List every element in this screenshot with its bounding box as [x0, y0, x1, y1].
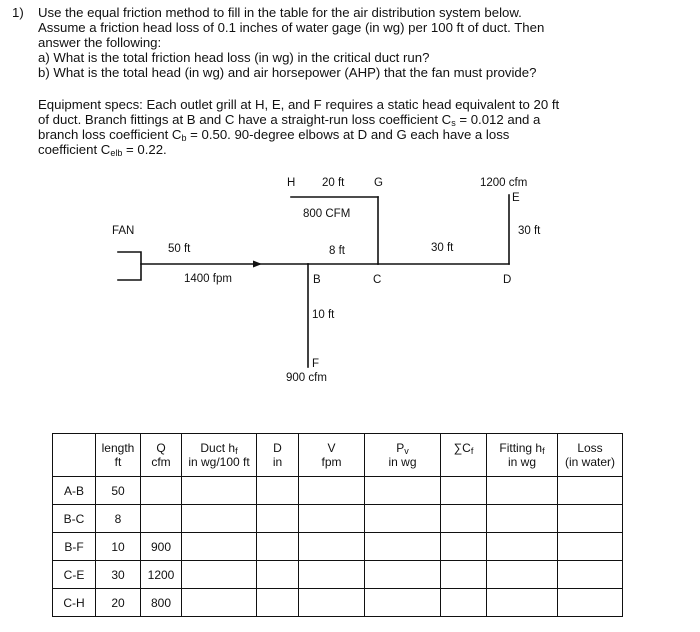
cell-length: 10: [96, 533, 141, 561]
header-fitting-hf: Fitting $h_f$ in wg: [487, 434, 558, 477]
cell-section: B-C: [53, 505, 96, 533]
cell-duct-hf: [182, 561, 257, 589]
header-d: D in: [257, 434, 299, 477]
node-c: C: [373, 274, 382, 286]
h-flow: 800 CFM: [303, 208, 351, 220]
table-row: [53, 533, 623, 561]
cell-pv: [365, 477, 441, 505]
cell-d: [257, 533, 299, 561]
fan-symbol: [118, 252, 141, 280]
cell-sum-c: [441, 533, 487, 561]
cell-length: 20: [96, 589, 141, 617]
question-a: a) What is the total friction head loss (in wg) in the critical duct run?: [38, 50, 430, 65]
cell-fitting-hf: [487, 589, 558, 617]
problem-statement: [12, 5, 688, 158]
cell-d: [257, 589, 299, 617]
fan-to-b-length: 50 ft: [168, 243, 191, 255]
cell-v: [299, 533, 365, 561]
cell-loss: [558, 533, 623, 561]
specs-line-4: coefficient $C_{elb} = 0.22$.: [38, 142, 167, 158]
h-to-g-length: 20 ft: [322, 177, 345, 189]
question-b: b) What is the total head (in wg) and air horsepower (AHP) that the fan must provide?: [38, 65, 537, 80]
table-row: [53, 589, 623, 617]
header-q: Q cfm: [141, 434, 182, 477]
cell-d: [257, 477, 299, 505]
cell-q: 1200: [141, 561, 182, 589]
cell-fitting-hf: [487, 533, 558, 561]
cell-length: 8: [96, 505, 141, 533]
cell-q: 900: [141, 533, 182, 561]
cell-v: [299, 561, 365, 589]
header-sum-c: $\sum C_f$: [441, 434, 487, 477]
f-flow: 900 cfm: [286, 372, 327, 384]
d-to-e-length: 30 ft: [518, 225, 541, 237]
node-b: B: [313, 274, 321, 286]
node-d: D: [503, 274, 512, 286]
specs-line-1: Equipment specs: Each outlet grill at H, E, and F requires a static head equivalent to 20 ft: [38, 97, 560, 112]
cell-v: [299, 589, 365, 617]
header-section: [53, 434, 96, 477]
intro-line-3: answer the following:: [38, 35, 162, 50]
cell-fitting-hf: [487, 505, 558, 533]
c-to-d-length: 30 ft: [431, 242, 454, 254]
cell-length: 50: [96, 477, 141, 505]
header-duct-hf: Duct $h_f$ in wg/100 ft: [182, 434, 257, 477]
cell-pv: [365, 505, 441, 533]
problem-number: 1): [12, 5, 24, 20]
fan-label: FAN: [112, 225, 135, 237]
cell-sum-c: [441, 561, 487, 589]
intro-line-2: Assume a friction head loss of 0.1 inches of water gage (in wg) per 100 ft of duct. Then: [38, 20, 545, 35]
table-header-row: [53, 434, 623, 477]
main-velocity: 1400 fpm: [184, 273, 232, 285]
specs-line-3: branch loss coefficient $C_b = 0.50$. 90-degree elbows at D and G each have a loss: [38, 127, 510, 143]
header-length: length ft: [96, 434, 141, 477]
cell-duct-hf: [182, 505, 257, 533]
cell-q: [141, 505, 182, 533]
cell-loss: [558, 589, 623, 617]
cell-section: C-E: [53, 561, 96, 589]
header-loss: Loss (in water): [558, 434, 623, 477]
cell-v: [299, 505, 365, 533]
cell-sum-c: [441, 477, 487, 505]
cell-loss: [558, 505, 623, 533]
b-to-f-length: 10 ft: [312, 309, 335, 321]
cell-duct-hf: [182, 533, 257, 561]
node-e: E: [512, 192, 520, 204]
table-row: [53, 477, 623, 505]
cell-pv: [365, 561, 441, 589]
cell-d: [257, 505, 299, 533]
cell-fitting-hf: [487, 477, 558, 505]
cell-q: [141, 477, 182, 505]
header-v: V fpm: [299, 434, 365, 477]
cell-length: 30: [96, 561, 141, 589]
cell-fitting-hf: [487, 561, 558, 589]
cell-section: A-B: [53, 477, 96, 505]
cell-pv: [365, 533, 441, 561]
cell-d: [257, 561, 299, 589]
cell-v: [299, 477, 365, 505]
intro-line-1: Use the equal friction method to fill in the table for the air distribution system below.: [38, 5, 522, 20]
cell-loss: [558, 477, 623, 505]
header-pv: $P_v$ in wg: [365, 434, 441, 477]
b-to-c-length: 8 ft: [329, 245, 345, 257]
table-row: [53, 561, 623, 589]
node-h: H: [287, 177, 296, 189]
specs-line-2: of duct. Branch fittings at B and C have a straight-run loss coefficient $C_s = 0.012$ and a: [38, 112, 541, 128]
cell-sum-c: [441, 505, 487, 533]
cell-duct-hf: [182, 589, 257, 617]
cell-loss: [558, 561, 623, 589]
e-flow: 1200 cfm: [480, 177, 528, 189]
node-f: F: [312, 358, 320, 370]
table-row: [53, 505, 623, 533]
cell-duct-hf: [182, 477, 257, 505]
cell-section: C-H: [53, 589, 96, 617]
duct-table: [52, 433, 623, 617]
cell-sum-c: [441, 589, 487, 617]
cell-q: 800: [141, 589, 182, 617]
flow-arrow: [253, 261, 262, 268]
cell-pv: [365, 589, 441, 617]
cell-section: B-F: [53, 533, 96, 561]
node-g: G: [374, 177, 383, 189]
